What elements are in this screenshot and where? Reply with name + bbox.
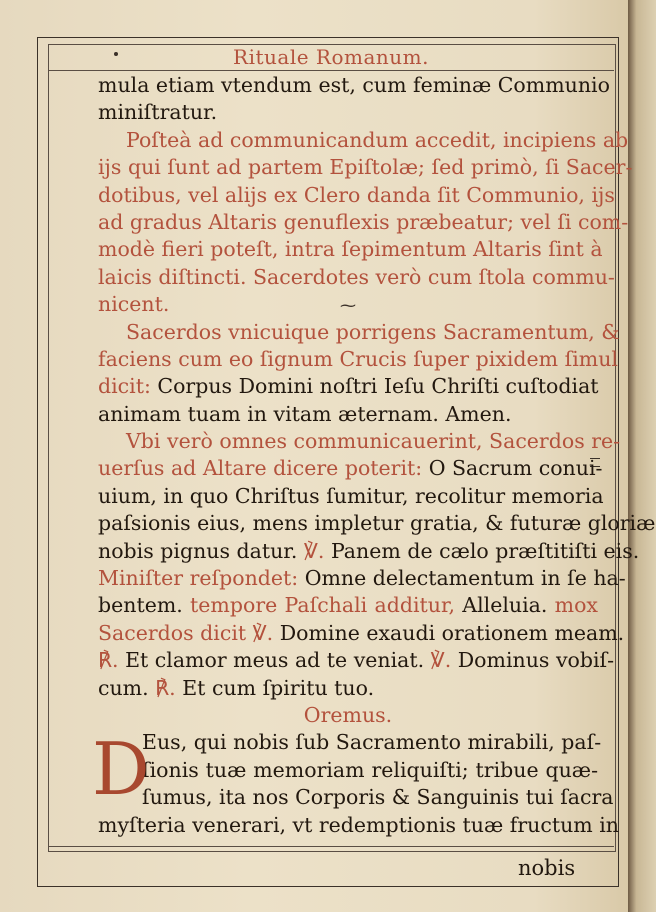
rubric-text: ℟.	[155, 675, 183, 700]
text-line	[98, 209, 629, 236]
text-line	[98, 373, 598, 400]
text-line	[98, 675, 598, 702]
drop-cap: D	[92, 727, 150, 811]
text-line	[98, 729, 602, 756]
rubric-text: ℟.	[98, 648, 126, 673]
body-text-run: ſionis tuæ memoriam reliquiſti; tribue quæ-	[142, 757, 598, 782]
text-line	[98, 72, 610, 99]
body-text-run: Domine exaudi orationem meam.	[279, 620, 625, 645]
body-text-run: animam tuam in vitam æternam. Amen.	[98, 401, 512, 426]
footer-rule	[48, 846, 614, 847]
text-line	[98, 702, 598, 729]
text-line	[98, 483, 604, 510]
rubric-text: mox	[554, 593, 598, 618]
rubric-text: modè fieri poteſt, intra ſepimentum Altaris ſint à	[98, 237, 603, 262]
running-head: Rituale Romanum.	[233, 45, 429, 69]
rubric-text: Sacerdos dicit	[98, 620, 253, 645]
body-text-run: myſteria venerari, vt redemptionis tuæ fructum in	[98, 812, 619, 837]
body-text-run: uium, in quo Chriſtus ſumitur, recolitur memoria	[98, 483, 604, 508]
rubric-text: ℣.	[252, 620, 280, 645]
text-line	[98, 455, 603, 482]
rubric-text: laicis diſtincti. Sacerdotes verò cum ſtola commu-	[98, 264, 615, 289]
body-text-run: O Sacrum conui-	[428, 456, 603, 481]
text-line	[98, 757, 598, 784]
text-line	[98, 291, 598, 318]
body-text-run: bentem.	[98, 593, 191, 618]
rubric-text: Miniſter reſpondet:	[98, 566, 305, 591]
text-line	[98, 154, 633, 181]
text-line	[98, 428, 621, 455]
rubric-text: faciens cum eo ſignum Crucis ſuper pixidem ſimul	[98, 346, 618, 371]
rubric-text: Poſteà ad communicandum accedit, incipiens ab	[126, 127, 629, 152]
text-line	[98, 647, 615, 674]
rubric-text: ℣.	[430, 648, 458, 673]
rubric-text: Sacerdos vnicuique porrigens Sacramentum, &	[126, 319, 620, 344]
text-line	[98, 784, 614, 811]
text-line	[98, 538, 640, 565]
body-text-run: Et clamor meus ad te veniat.	[125, 648, 431, 673]
rubric-text: Vbi verò omnes communicauerint, Sacerdos re-	[126, 429, 621, 454]
body-text-run: Alleluia.	[462, 593, 555, 618]
rubric-text: dicit:	[98, 374, 158, 399]
text-line	[98, 346, 618, 373]
rubric-text: Oremus.	[303, 702, 393, 727]
fleuron-ornament: ⁓	[340, 296, 356, 315]
body-text-run: paſsionis eius, mens impletur gratia, & futuræ gloriæ	[98, 511, 656, 536]
rubric-text: tempore Paſchali additur,	[190, 593, 463, 618]
body-text	[98, 72, 656, 839]
text-line	[98, 620, 625, 647]
rubric-text: nicent.	[98, 292, 170, 317]
rubric-text: uerſus ad Altare dicere poterit:	[98, 456, 429, 481]
body-text-run: mula etiam vtendum est, cum feminæ Communio	[98, 73, 610, 97]
catchword: nobis	[518, 856, 576, 880]
body-text-run: ſumus, ita nos Corporis & Sanguinis tui ſacra	[142, 785, 614, 810]
header-rule	[48, 70, 614, 71]
text-line	[98, 182, 615, 209]
body-text-run: Dominus vobiſ-	[457, 648, 615, 673]
body-text-run: nobis pignus datur.	[98, 538, 304, 563]
text-line	[98, 236, 603, 263]
rubric-text: dotibus, vel alijs ex Clero danda ſit Communio, ijs	[98, 182, 615, 207]
body-text-run: miniſtratur.	[98, 100, 218, 125]
text-line	[98, 401, 598, 428]
text-line	[98, 319, 620, 346]
body-text-run: Omne delectamentum in ſe ha-	[304, 566, 626, 591]
adjacent-page-edge	[628, 0, 656, 912]
text-line	[98, 99, 598, 126]
text-line	[98, 127, 629, 154]
text-line	[98, 812, 619, 839]
body-text-run: Et cum ſpiritu tuo.	[182, 675, 375, 700]
rubric-text: ad gradus Altaris genuflexis præbeatur; vel ſi com-	[98, 209, 629, 234]
text-line	[98, 264, 615, 291]
text-line	[98, 592, 598, 619]
rubric-text: ℣.	[303, 538, 331, 563]
rubric-text: ijs qui ſunt ad partem Epiſtolæ; ſed primò, ſi Sacer-	[98, 155, 633, 180]
text-line	[98, 510, 656, 537]
body-text-run: cum.	[98, 675, 156, 700]
body-text-run: Panem de cælo præſtitiſti eis.	[330, 538, 640, 563]
text-line	[98, 565, 626, 592]
body-text-run: Eus, qui nobis ſub Sacramento mirabili, paſ-	[142, 730, 602, 755]
body-text-run: Corpus Domini noſtri Ieſu Chriſti cuſtodiat	[157, 374, 599, 399]
